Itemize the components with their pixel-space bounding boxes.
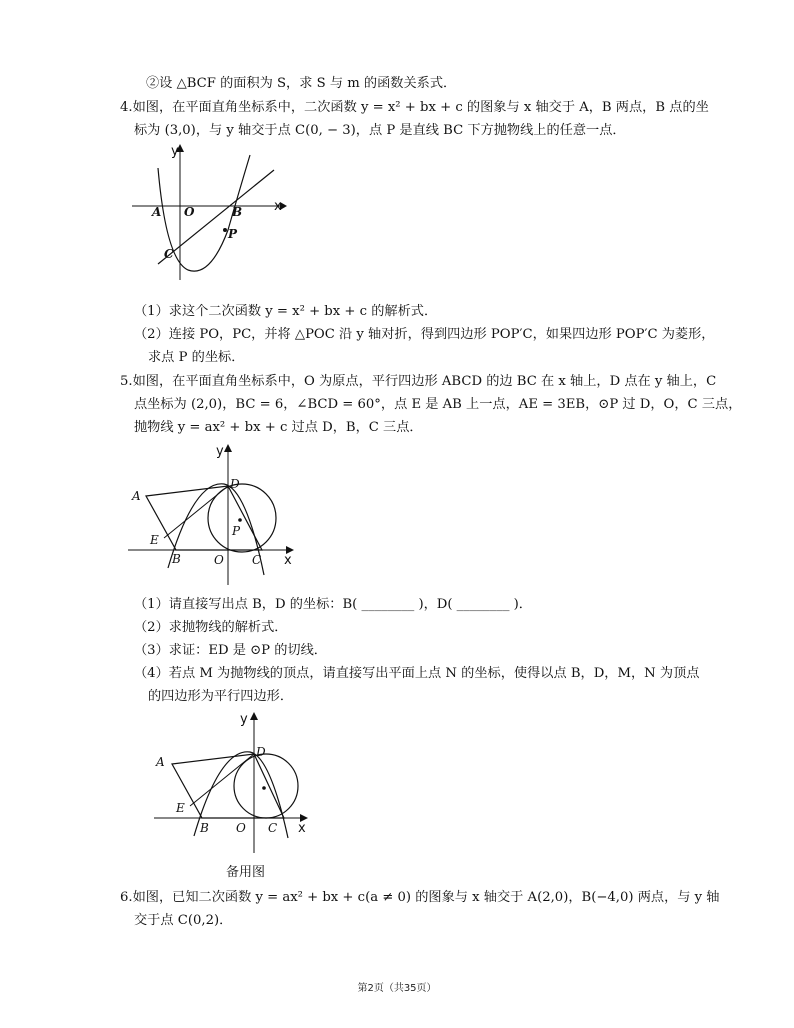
label-b: B [172,552,181,566]
q4-stem-line2: 标为 (3,0)，与 y 轴交于点 C(0, − 3)，点 P 是直线 BC 下方抛物线上的任意一点． [134,123,626,138]
q5-part4-line1: （4）若点 M 为抛物线的顶点，请直接写出平面上点 N 的坐标，使得以点 B，D，M，N 为顶点 [134,666,700,681]
q5-stem-line2: 点坐标为 (2,0)，BC = 6，∠BCD = 60°，点 E 是 AB 上一点，AE = 3EB，⊙P 过 D，O，C 三点， [134,397,742,412]
y-axis-arrow [224,444,232,452]
page-footer: 第2页（共35页） [357,983,437,994]
q5-part3: （3）求证：ED 是 ⊙P 的切线． [134,643,327,658]
label-o: O [214,553,224,567]
label-d: D [256,745,266,759]
q5-part4-line2: 的四边形为平行四边形． [148,689,294,704]
label-e: E [150,533,159,547]
figure-q5-spare [150,708,320,883]
y-label: y [240,712,248,727]
q6-stem-line2: 交于点 C(0,2)． [134,913,233,928]
label-p: P [228,227,238,241]
q5-part1: （1）请直接写出点 B，D 的坐标：B( ________ )，D( ________ )． [134,597,532,612]
q6-stem-line1: 6.如图，已知二次函数 y = ax² + bx + c(a ≠ 0) 的图象与 x 轴交于 A(2,0)，B(−4,0) 两点，与 y 轴 [120,890,720,905]
label-c: C [252,553,262,567]
q4-stem-line1: 4.如图，在平面直角坐标系中，二次函数 y = x² + bx + c 的图象与 x 轴交于 A，B 两点，B 点的坐 [120,100,709,115]
label-a: A [152,205,162,219]
label-c: C [164,247,174,261]
center-p [238,518,242,522]
y-label: y [216,444,224,459]
q4-part1: （1）求这个二次函数 y = x² + bx + c 的解析式． [134,304,438,319]
x-label: x [298,821,306,836]
label-b: B [200,821,209,835]
q4-part2-line1: （2）连接 PO，PC，并将 △POC 沿 y 轴对折，得到四边形 POP′C，如果四边形 POP′C 为菱形， [134,327,715,342]
parallelogram-abcd [172,754,284,818]
figure-q5 [124,440,304,590]
circle-p [234,754,298,818]
label-o: O [184,205,195,219]
label-p: P [232,524,241,538]
label-a: A [132,489,141,503]
center-p [262,786,266,790]
circle-p [208,484,276,552]
q5-stem-line1: 5.如图，在平面直角坐标系中，O 为原点，平行四边形 ABCD 的边 BC 在 x 轴上，D 点在 y 轴上，C [120,374,717,389]
label-e: E [176,801,185,815]
label-o: O [236,821,246,835]
figure-q4 [128,140,288,285]
label-a: A [156,755,165,769]
x-label: x [274,199,282,214]
label-d: D [230,477,240,491]
q5-part2: （2）求抛物线的解析式． [134,620,288,635]
label-c: C [268,821,278,835]
label-b: B [232,205,243,219]
q4-part2-line2: 求点 P 的坐标． [148,350,245,365]
point-p [223,228,227,232]
spare-figure-caption: 备用图 [226,865,266,880]
x-label: x [284,553,292,568]
q3-part2-text: ②设 △BCF 的面积为 S，求 S 与 m 的函数关系式． [146,76,457,91]
q5-stem-line3: 抛物线 y = ax² + bx + c 过点 D，B，C 三点． [134,420,423,435]
line-bc [158,170,274,264]
y-label: y [171,144,179,159]
parallelogram-abcd [146,486,262,550]
y-axis-arrow [250,712,258,720]
